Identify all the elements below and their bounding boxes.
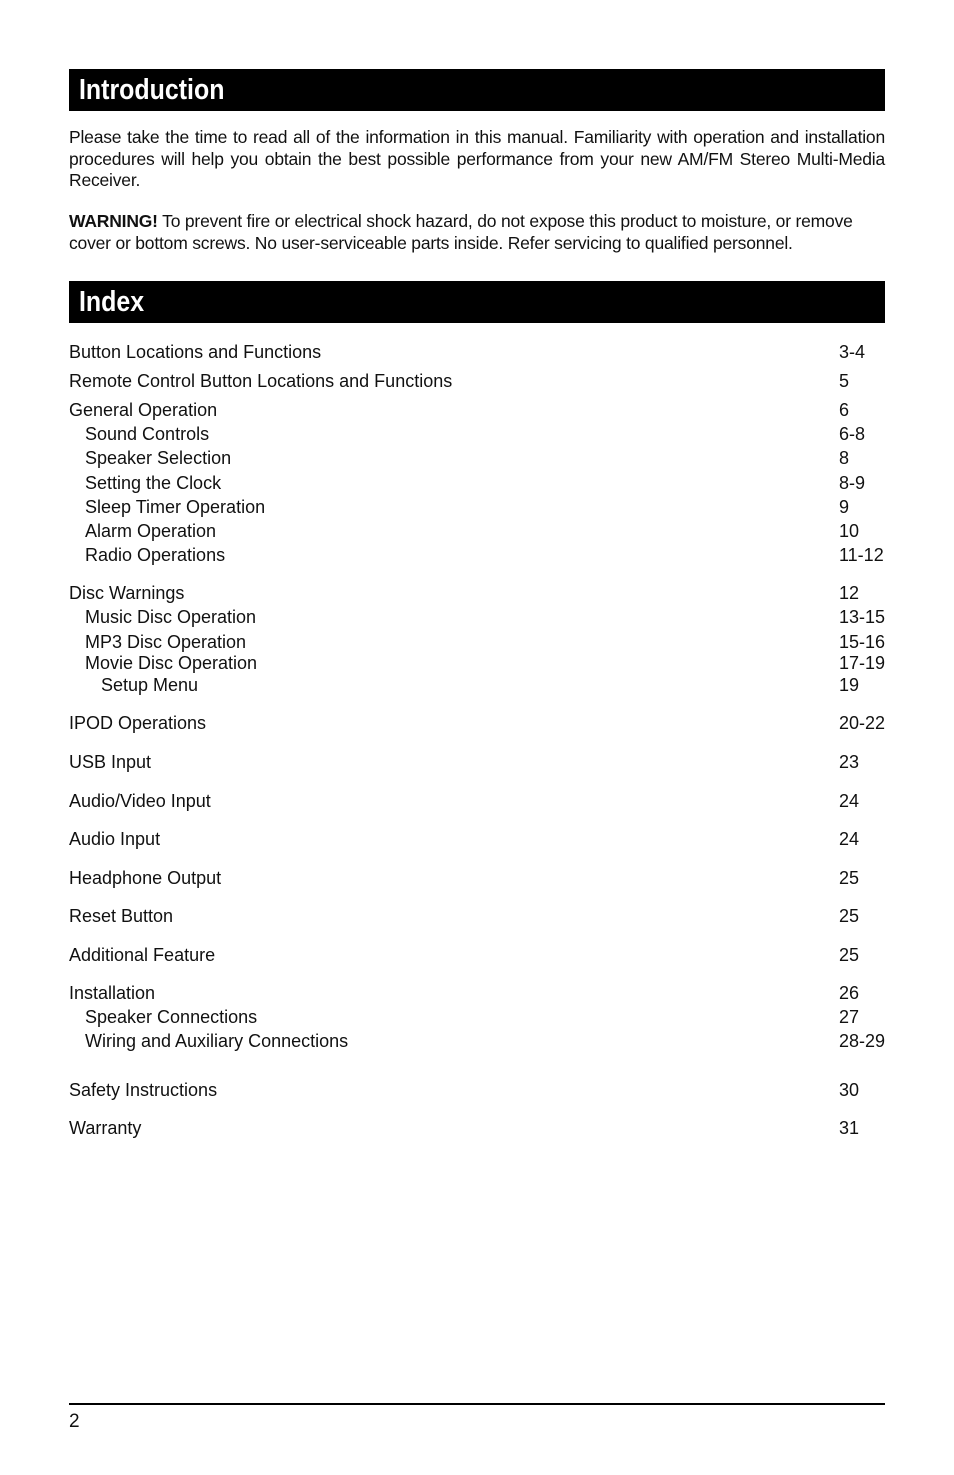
- warning-paragraph: [69, 211, 885, 254]
- index-entry: [69, 1006, 885, 1028]
- index-entry: [69, 447, 885, 469]
- index-entry-page: 11-12: [839, 545, 884, 565]
- introduction-paragraph: Please take the time to read all of the information in this manual. Familiarity with operation and installation procedures will help you obtain the best possible performance from your new AM/FM Stereo Multi-Media Receiver.: [69, 127, 885, 190]
- index-entry-label: Reset Button: [69, 906, 174, 926]
- index-entry-page: 24: [839, 829, 860, 849]
- index-entry: [69, 828, 885, 850]
- index-entry-label: Button Locations and Functions: [69, 342, 322, 362]
- index-entry-page: 8-9: [839, 473, 866, 493]
- index-entry-label: Setting the Clock: [85, 473, 222, 493]
- index-entry: [69, 867, 885, 889]
- page-number: 2: [69, 1411, 80, 1432]
- warning-text: To prevent fire or electrical shock hazard, do not expose this product to moisture, or remove cover or bottom screws. No user-serviceable parts inside. Refer servicing to qualified personnel.: [69, 211, 853, 253]
- index-entry-label: Audio Input: [69, 829, 161, 849]
- index-entry-page: 28-29: [839, 1031, 886, 1051]
- index-entry: [69, 341, 885, 363]
- index-entry-label: Warranty: [69, 1118, 142, 1138]
- index-entry-label: Speaker Selection: [85, 448, 232, 468]
- index-entry-page: 5: [839, 371, 850, 391]
- index-entry: [69, 652, 885, 674]
- index-entry-page: 20-22: [839, 713, 886, 733]
- index-entry: [69, 582, 885, 604]
- index-entry-label: Additional Feature: [69, 945, 216, 965]
- index-entry: [69, 905, 885, 927]
- index-entry-label: Radio Operations: [85, 545, 226, 565]
- index-entry-label: Installation: [69, 983, 156, 1003]
- index-entry: [69, 544, 885, 566]
- index-entry-label: Audio/Video Input: [69, 791, 211, 811]
- index-entry: [69, 399, 885, 421]
- index-entry-page: 31: [839, 1118, 860, 1138]
- index-entry-label: Setup Menu: [101, 675, 199, 695]
- index-entry-label: Sleep Timer Operation: [85, 497, 266, 517]
- index-entry-page: 6: [839, 400, 850, 420]
- index-entry: [69, 1117, 885, 1139]
- index-entry-label: Remote Control Button Locations and Functions: [69, 371, 453, 391]
- index-entry-page: 23: [839, 752, 860, 772]
- index-entry-page: 19: [839, 675, 860, 695]
- index-entry-label: Alarm Operation: [85, 521, 217, 541]
- index-entry-label: Wiring and Auxiliary Connections: [85, 1031, 349, 1051]
- index-entry: [69, 944, 885, 966]
- index-entry-page: 24: [839, 791, 860, 811]
- index-entry-label: Speaker Connections: [85, 1007, 258, 1027]
- index-entry: [69, 520, 885, 542]
- index-entry: [69, 674, 885, 696]
- index-entry-label: Music Disc Operation: [85, 607, 257, 627]
- index-entry-label: USB Input: [69, 752, 152, 772]
- index-entry: [69, 423, 885, 445]
- index-entry-page: 10: [839, 521, 860, 541]
- index-entry-label: Movie Disc Operation: [85, 653, 258, 673]
- footer-rule: [69, 1403, 885, 1405]
- introduction-heading-bar: [69, 69, 885, 111]
- index-entry-page: 27: [839, 1007, 860, 1027]
- index-entry-label: Headphone Output: [69, 868, 222, 888]
- index-entry: [69, 606, 885, 628]
- index-entry-label: Safety Instructions: [69, 1080, 218, 1100]
- index-entry-page: 25: [839, 868, 860, 888]
- index-entry-page: 17-19: [839, 653, 886, 673]
- index-entry-page: 3-4: [839, 342, 866, 362]
- index-entry-page: 30: [839, 1080, 860, 1100]
- index-entry: [69, 1079, 885, 1101]
- index-entry: [69, 982, 885, 1004]
- index-entry-page: 25: [839, 906, 860, 926]
- index-entry-page: 8: [839, 448, 850, 468]
- index-entry-page: 9: [839, 497, 850, 517]
- index-heading-bar: [69, 281, 885, 323]
- index-entry: [69, 751, 885, 773]
- warning-label: WARNING!: [69, 211, 158, 231]
- index-entry: [69, 496, 885, 518]
- index-entry-page: 25: [839, 945, 860, 965]
- index-entry-label: General Operation: [69, 400, 218, 420]
- index-heading: Index: [79, 286, 145, 318]
- index-entry: [69, 370, 885, 392]
- index-entry: [69, 1030, 885, 1052]
- index-entry: [69, 631, 885, 653]
- index-entry-label: MP3 Disc Operation: [85, 632, 247, 652]
- index-entry: [69, 472, 885, 494]
- index-entry-page: 15-16: [839, 632, 886, 652]
- index-entry-label: Sound Controls: [85, 424, 210, 444]
- introduction-heading: Introduction: [79, 74, 225, 106]
- index-entry-page: 13-15: [839, 607, 886, 627]
- index-entry-label: Disc Warnings: [69, 583, 185, 603]
- index-entry-page: 12: [839, 583, 860, 603]
- index-entry: [69, 790, 885, 812]
- index-entry-page: 6-8: [839, 424, 866, 444]
- index-entry-page: 26: [839, 983, 860, 1003]
- index-entry: [69, 712, 885, 734]
- index-entry-label: IPOD Operations: [69, 713, 207, 733]
